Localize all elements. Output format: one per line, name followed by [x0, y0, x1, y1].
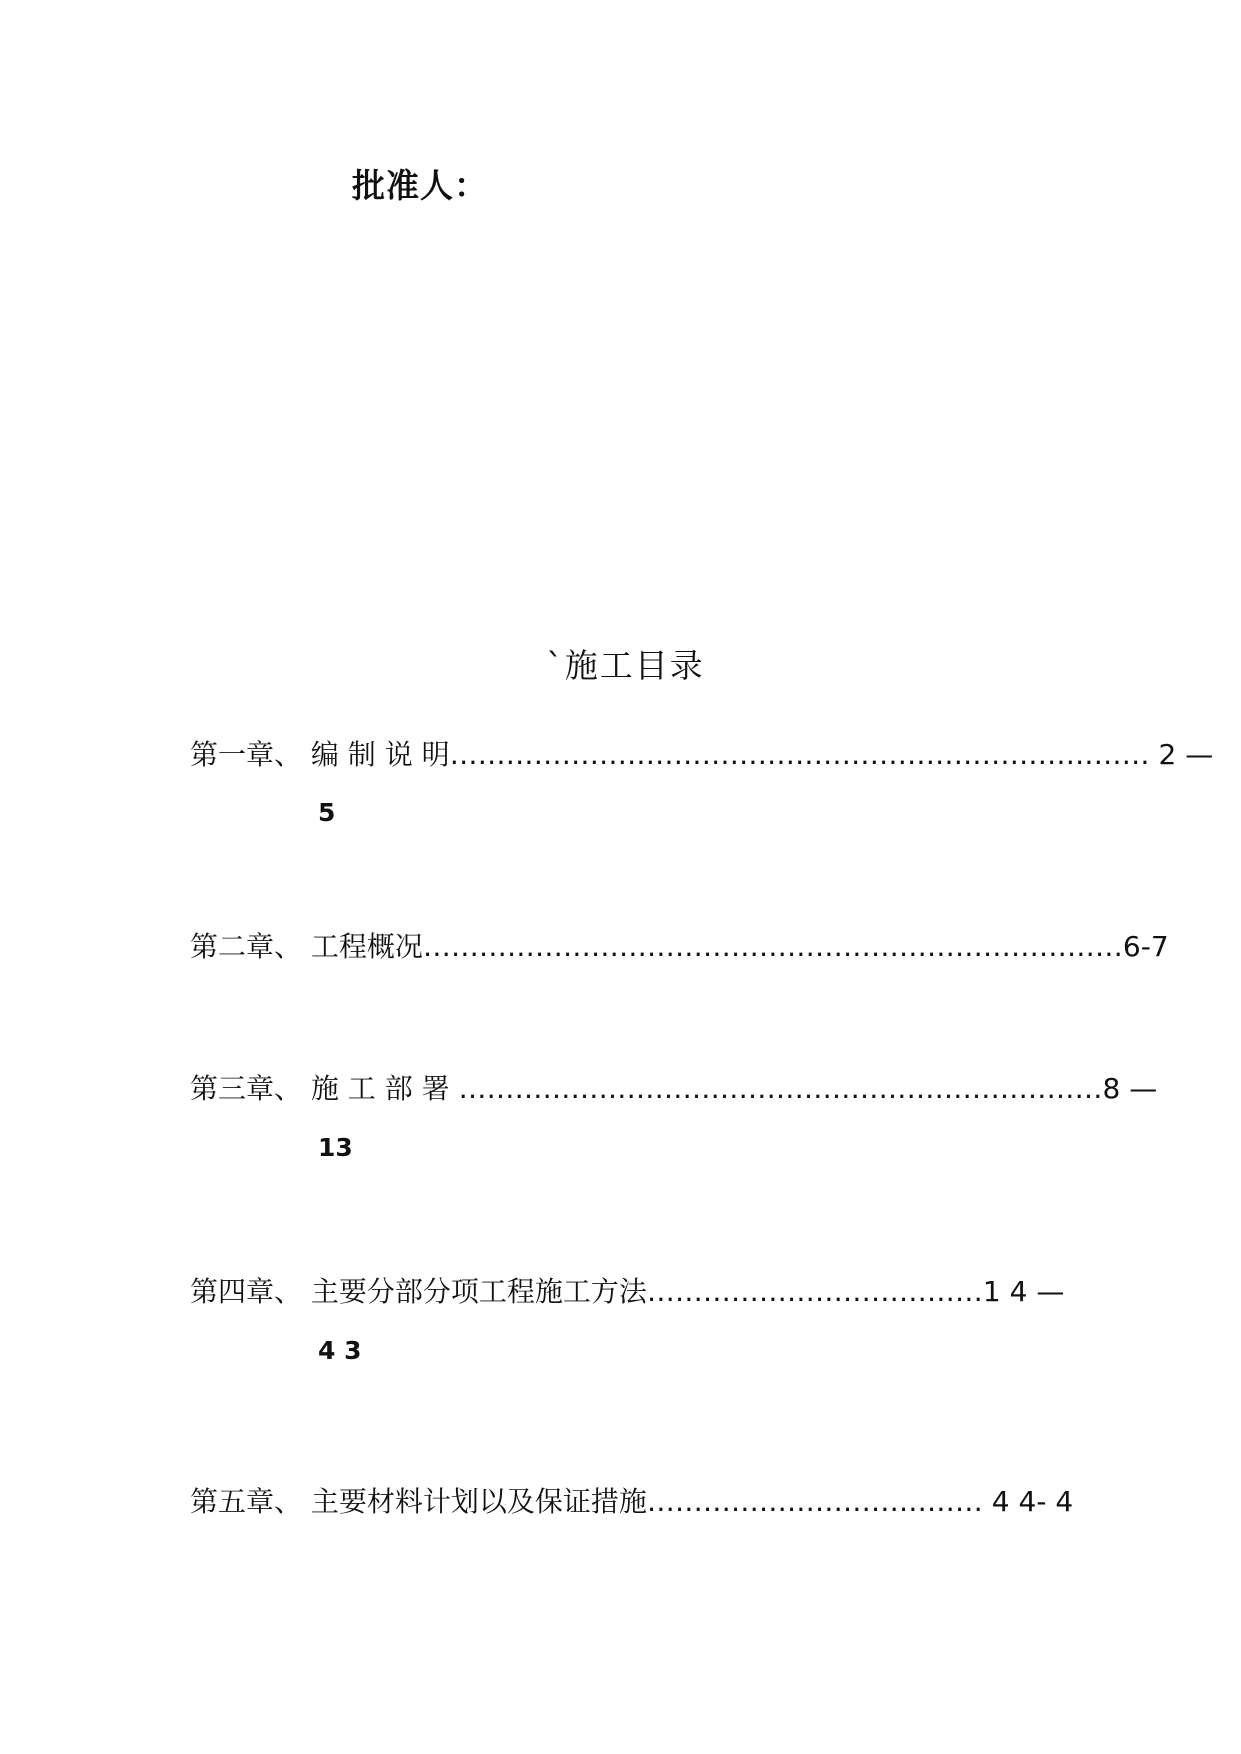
- toc-entry-2: 第二章、 工程概况…………………………………………………………………6-7: [190, 930, 1169, 963]
- approver-label: 批准人：: [352, 166, 488, 205]
- toc-entry-5: 第五章、 主要材料计划以及保证措施……………………………… 4 4- 4: [190, 1485, 1074, 1518]
- toc-entry-1-continuation: 5: [318, 798, 336, 827]
- toc-entry-4: 第四章、 主要分部分项工程施工方法………………………………1 4 —: [190, 1275, 1065, 1308]
- toc-entry-3-continuation: 13: [318, 1133, 353, 1162]
- toc-entry-4-continuation: 4 3: [318, 1336, 362, 1365]
- toc-entry-3: 第三章、 施 工 部 署 ……………………………………………………………8 —: [190, 1072, 1158, 1105]
- toc-title: `施工目录: [546, 646, 705, 685]
- toc-entry-1: 第一章、 编 制 说 明………………………………………………………………… 2 —: [190, 738, 1214, 771]
